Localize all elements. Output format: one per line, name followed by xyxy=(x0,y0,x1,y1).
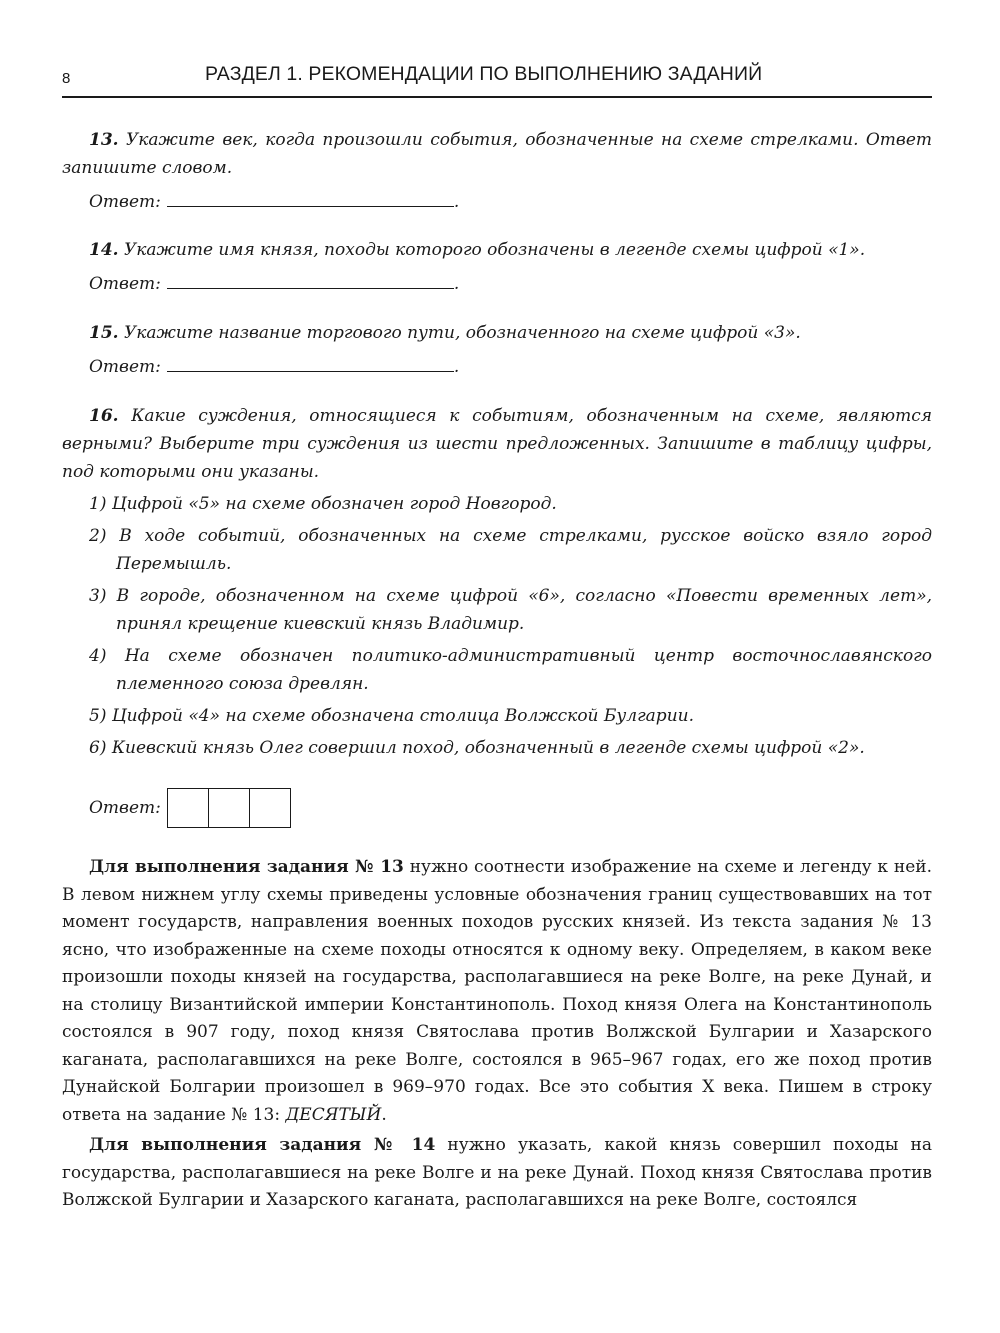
option-number: 5) xyxy=(89,706,107,726)
option-2 xyxy=(62,522,932,578)
task-text: Какие суждения, относящиеся к событиям, обозначенным на схеме, являются верными? Выберите три суждения из шести предложенных. Запишите в таблицу цифры, под которыми они указаны. xyxy=(62,406,932,482)
answer-blank[interactable] xyxy=(167,188,454,207)
task-text: Укажите имя князя, походы которого обозначены в легенде схемы цифрой «1». xyxy=(123,240,866,260)
answer-cell-2[interactable] xyxy=(209,789,250,827)
option-1 xyxy=(62,490,932,518)
section-title: РАЗДЕЛ 1. РЕКОМЕНДАЦИИ ПО ВЫПОЛНЕНИЮ ЗАДАНИЙ xyxy=(205,63,763,85)
task-16 xyxy=(62,402,932,486)
page-header xyxy=(62,56,932,98)
answer-line-13 xyxy=(62,188,932,216)
option-3 xyxy=(62,582,932,638)
task-text: Укажите название торгового пути, обозначенного на схеме цифрой «3». xyxy=(123,323,801,343)
answer-line-15 xyxy=(62,353,932,381)
explanation-text: нужно указать, какой князь совершил походы на государства, располагавшиеся на реке Волге и на реке Дунай. Поход князя Святослава против Волжской Булгарии и Хазарского каганата, располагавшихся на реке Волге, состоялся xyxy=(62,1135,932,1210)
option-text: В городе, обозначенном на схеме цифрой «6», согласно «Повести временных лет», принял крещение киевский князь Владимир. xyxy=(116,586,932,634)
answer-label: Ответ: xyxy=(89,798,161,818)
option-text: Цифрой «4» на схеме обозначена столица Волжской Булгарии. xyxy=(111,706,694,726)
task-15 xyxy=(62,319,932,347)
page-number: 8 xyxy=(62,70,71,87)
explanation-heading: Для выполнения задания № 14 xyxy=(89,1135,436,1155)
answer-blank[interactable] xyxy=(167,270,454,289)
explanation-text: нужно соотнести изображение на схеме и легенду к ней. В левом нижнем углу схемы приведены условные обозначения границ существовавших на тот момент государств, направления военных походов русских князей. Из текста задания № 13 ясно, что изображенные на схеме походы относятся к одному веку. Определяем, в каком веке произошли походы князей на государства, располагавшиеся на реке Волге, на реке Дунай, и на столицу Византийской империи Константинополь. Поход князя Олега на Константинополь состоялся в 907 году, поход князя Святослава против Волжской Булгарии и Хазарского каганата, располагавшихся на реке Волге, состоялся в 965–967 годах, его же поход против Дунайской Болгарии произошел в 969–970 годах. Все это события X века. Пишем в строку ответа на задание № 13: xyxy=(62,857,932,1125)
option-number: 1) xyxy=(89,494,107,514)
task-13 xyxy=(62,126,932,182)
answer-period: . xyxy=(453,192,460,212)
explanation-end: . xyxy=(381,1104,387,1125)
answer-cell-1[interactable] xyxy=(168,789,209,827)
option-6 xyxy=(62,734,932,762)
answer-line-14 xyxy=(62,270,932,298)
task-14 xyxy=(62,236,932,264)
task-number: 14. xyxy=(89,240,119,260)
task-16-options xyxy=(62,490,932,762)
option-number: 3) xyxy=(89,586,107,606)
answer-label: Ответ: xyxy=(89,192,161,212)
option-text: На схеме обозначен политико-административный центр восточнославянского племенного союза древлян. xyxy=(116,646,933,694)
page xyxy=(62,56,932,1215)
explanation-heading: Для выполнения задания № 13 xyxy=(89,857,404,877)
task-text: Укажите век, когда произошли события, обозначенные на схеме стрелками. Ответ запишите словом. xyxy=(62,130,932,178)
answer-grid-16 xyxy=(62,786,932,830)
answer-label: Ответ: xyxy=(89,274,161,294)
answer-cell-3[interactable] xyxy=(250,789,290,827)
option-4 xyxy=(62,642,932,698)
answer-period: . xyxy=(453,357,460,377)
task-number: 13. xyxy=(89,130,119,150)
answer-cells xyxy=(167,788,291,828)
task-number: 16. xyxy=(89,406,119,426)
answer-blank[interactable] xyxy=(167,353,454,372)
explanation-13 xyxy=(62,854,932,1129)
option-number: 6) xyxy=(89,738,107,758)
option-text: Киевский князь Олег совершил поход, обозначенный в легенде схемы цифрой «2». xyxy=(111,738,865,758)
option-number: 4) xyxy=(89,646,107,666)
option-number: 2) xyxy=(89,526,107,546)
option-5 xyxy=(62,702,932,730)
answer-label: Ответ: xyxy=(89,357,161,377)
answer-period: . xyxy=(453,274,460,294)
option-text: Цифрой «5» на схеме обозначен город Новгород. xyxy=(111,494,557,514)
explanation-14 xyxy=(62,1132,932,1215)
explanation-answer: ДЕСЯТЫЙ xyxy=(285,1104,382,1125)
task-number: 15. xyxy=(89,323,119,343)
option-text: В ходе событий, обозначенных на схеме стрелками, русское войско взяло город Перемышль. xyxy=(116,526,932,574)
